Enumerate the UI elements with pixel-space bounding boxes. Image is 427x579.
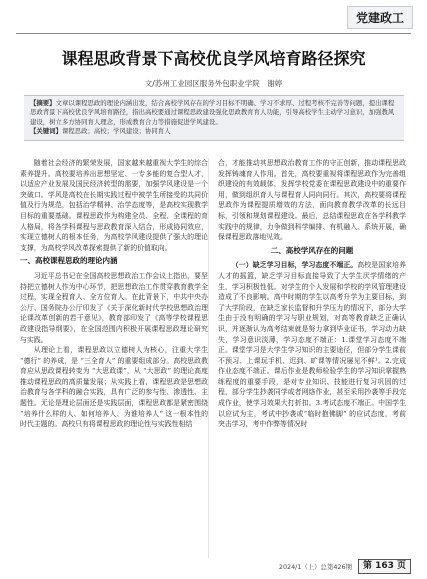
keywords-paragraph (30, 127, 398, 136)
abstract-tag: 【摘要】 (30, 99, 56, 107)
issue-label: 2024/1（上）总第426期 (278, 562, 352, 571)
right-column (218, 158, 406, 558)
page-number: 第 163 页 (358, 559, 411, 574)
abstract-text: 文章以课程思政的理论内涵出发，结合高校学风存在的学习目标不明确、学习不求厚、过程考核不完善等问题，提出课程思政背景下高校优良学风培育路径，指出高校要通过课程思政建设强化思政教育育人功能，引导高校学生主动学习意识，加强教风建设，树立多方协同育人理念，形成教育合力等措施促进学风建设。 (30, 99, 395, 126)
body-paragraph (218, 260, 406, 430)
keywords-text: 课程思政；高校；学风建设；协同育人 (61, 127, 171, 136)
body-paragraph: 习近平总书记在全国高校思想政治工作会议上指出，要坚持把立德树人作为中心环节，把思想政治工作贯穿教育教学全过程，实现全程育人、全方位育人。在此背景下，中共中央办公厅、国务院办公厅印发了《关于深化新时代学校思想政治理论课改革创新的若干意见》，教育部印发了《高等学校课程思政建设指导纲要》，在全国范围内积极开展课程思政理论研究与实践。 (20, 271, 208, 344)
left-column (20, 158, 208, 558)
body-paragraph: 从理论上看，课程思政以立德树人为核心，注重大学生 “德行” 的养成，是 “三全育人” 的重要组成部分。高校思政教育应从思政课程转变为 “大思政课”，从 “大思政” 的理论高度推动课程思政的高质量发展；从实践上看，课程思政是思想政治教育与各学科的融合实践，具有广泛的参与性、渗透性、主题性。无论是理论层面还是实践层面，课程思政都是紧密围绕 “培养什么样的人、如何培养人、为谁培养人” 这一根本性的时代主题的。高校只有将课程思政的理论性与实践性相结 (20, 346, 208, 429)
article-title: 课程思政背景下高校优良学风培育路径探究 (61, 49, 366, 68)
page-footer (279, 559, 411, 573)
abstract-box (24, 95, 404, 141)
body-paragraph: 随着社会经济的繁荣发展，国家越来越重视大学生的综合素养提升。高校要培养出思想坚定、一专多能的复合型人才，以适应产业发展及国民经济转型的需要，加强学风建设是一个突破口。学风是高校在长期实践过程中被学生所接受的共同价值及行为规范，包括治学精神、治学态度等，是高校实现教学目标的重要基础。课程思政作为构建全员、全程、全课程的育人格局，将各学科课程与思政教育深入结合，形成协同效应，实现立德树人的根本任务，为高校学风建设提供了强大的理论支撑，为高校学风改革探索提供了新的价值取向。 (20, 159, 208, 252)
subsection-heading: （一）缺乏学习目标，学习态度不端正。 (231, 261, 358, 270)
section-heading: 二、高校学风存在的问题 (270, 245, 354, 255)
header-rule (16, 33, 411, 34)
subsection-text: 高校是国家培养人才的摇篮，缺乏学习目标直接导致了大学生厌学情绪的产生，学习积极性低。对学生的个人发展和学校的学风管理建设造成了不良影响。高中时期的学生以高考升学为主要目标，到了大学阶段，在缺乏家长监督和升学压力的情况下，部分大学生由于没有明确的学习与职业规划，对高等教育缺乏正确认识，并逐渐认为高考结束就是努力拿到毕业证书，学习动力缺失，学习意识淡薄，学习态度不端正：1.课堂学习态度不端正。课堂学习是大学生学习知识的主要途径，但部分学生课前不预习、上课玩手机、迟到、旷课等情况屡见不鲜¹。2.完成作业态度不端正。课后作业是教师检验学生的学习知识掌握熟练程度的重要手段，是对专业知识、技能进行复习巩固的过程，部分学生抄袭同学或者网络作业，甚至采用抄袭等手段完成作业，使学习效果大打折扣。3.考试态度不端正。中国学生以应试为主，考试中抄袭或“临时抱佛脚” 的应试态度，考前突击学习，考中作弊等情况时 (218, 261, 406, 429)
article-byline: 文/苏州工业园区服务外包职业学院 谢婷 (144, 79, 283, 88)
section-heading: 一、高校课程思政的理论内涵 (20, 256, 118, 266)
keywords-tag: 【关键词】 (30, 127, 62, 136)
body-paragraph: 合，才能推动其思想政治教育工作的守正创新，推动课程思政发挥铸魂育人作用。首先，高校要重视将课程思政作为完善组织建设的有效载体，发挥学校党委在课程思政建设中的重要作用，做到组织育人与课程育人同向同行。其次，高校要将课程思政作为课程提质增效的方法，面向教育教学改革的长远目标，引领和规划课程建设。最后，总结课程思政在各学科教学实践中的规律，力争做到科学编排、有机融入、系统开展，确保课程思政落地见效。 (218, 159, 406, 242)
column-divider (208, 158, 209, 558)
abstract-paragraph (30, 99, 398, 127)
section-badge: 党建政工 (347, 6, 413, 29)
